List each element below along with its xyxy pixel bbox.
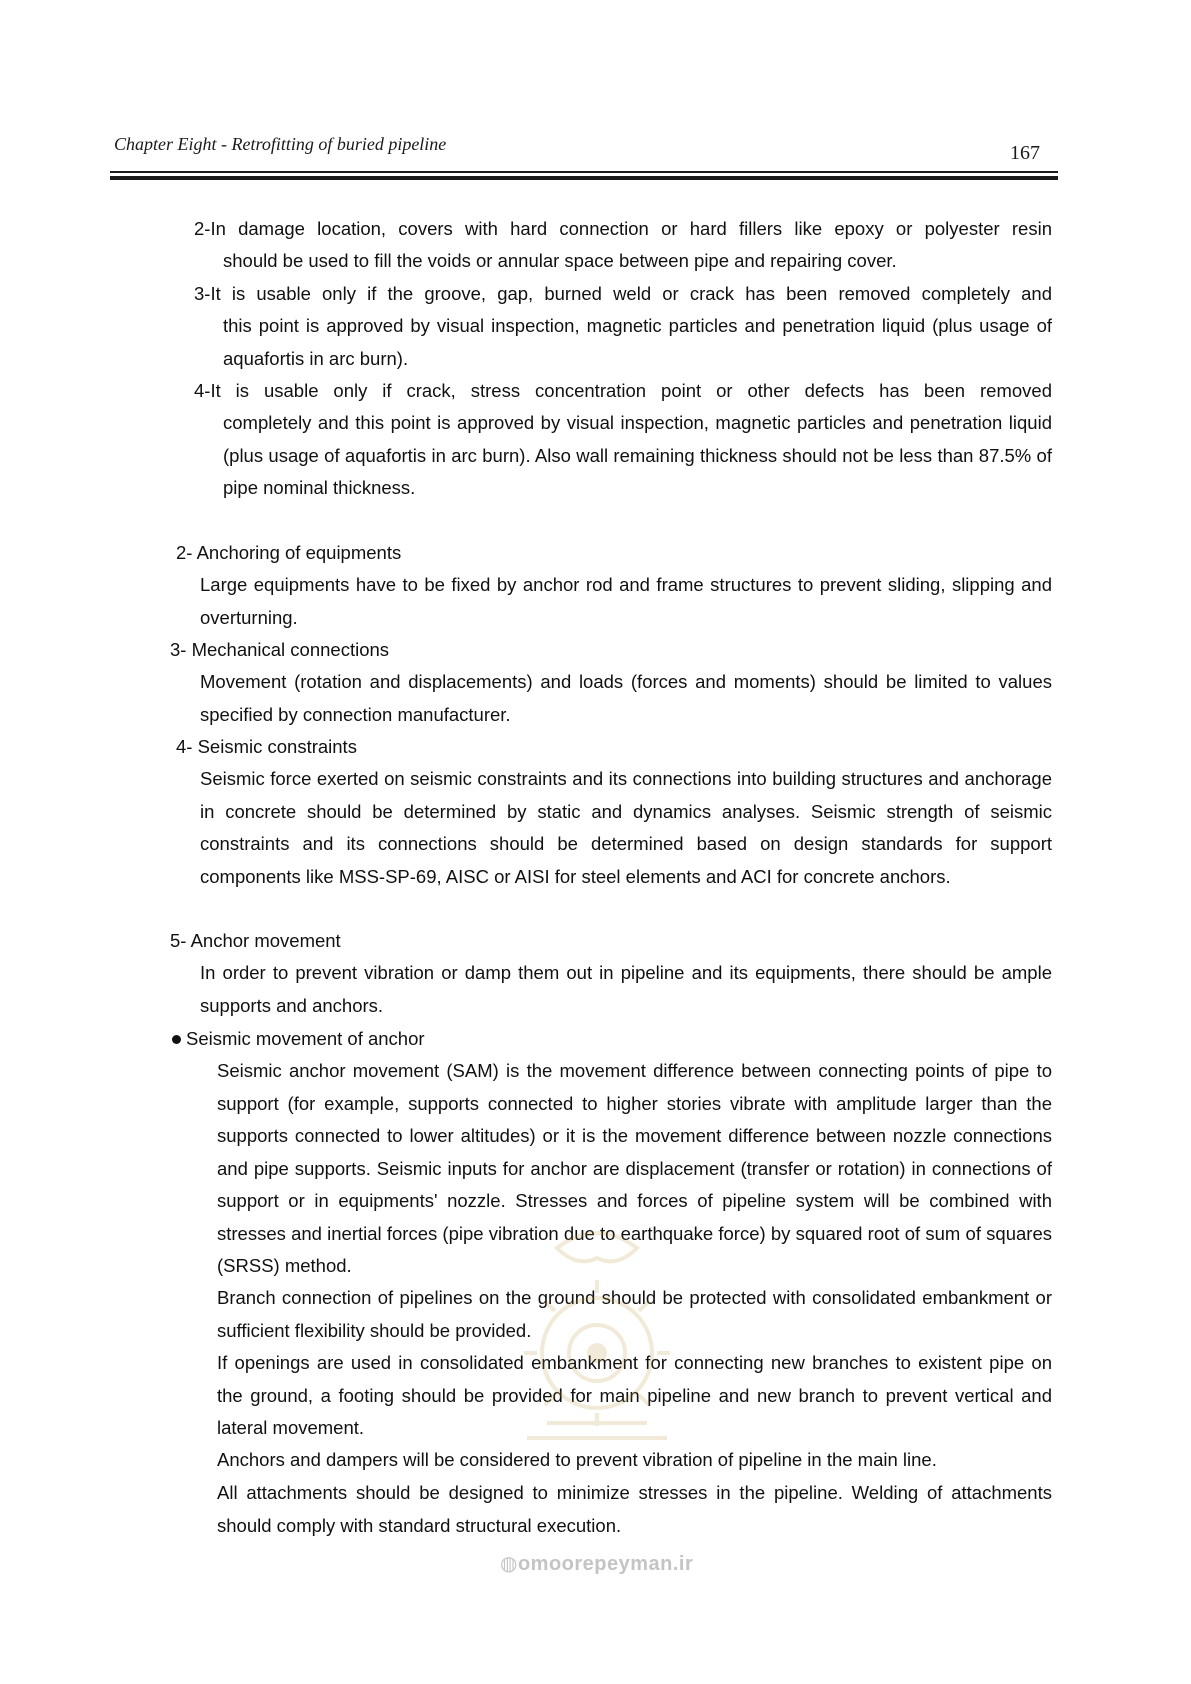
section-mechanical-body: Movement (rotation and displacements) and loads (forces and moments) should be limited to values specified by connection manufacturer. [200,671,1052,725]
bullet-paragraph-3: If openings are used in consolidated embankment for connecting new branches to existent pipe on the ground, a footing should be provided for main pipeline and new branch to prevent vertical and lateral movement. [217,1352,1052,1438]
section-anchor-body: In order to prevent vibration or damp them out in pipeline and its equipments, there should be ample supports and anchors. [200,962,1052,1016]
list-item-2-line1: 2-In damage location, covers with hard connection or hard fillers like epoxy or polyester resin [194,218,1052,239]
bullet-heading: Seismic movement of anchor [186,1028,425,1049]
section-mechanical-heading: 3- Mechanical connections [170,639,390,660]
section-constraints-body: Seismic force exerted on seismic constraints and its connections into building structures and anchorage in concrete should be determined by static and dynamics analyses. Seismic strength of seismic constraints and its connections should be determined based on design standards for support components like MSS-SP-69, AISC or AISI for steel elements and ACI for concrete anchors. [200,768,1052,887]
section-anchoring-body: Large equipments have to be fixed by anchor rod and frame structures to prevent sliding, slipping and overturning. [200,574,1052,628]
running-header-title: Chapter Eight - Retrofitting of buried pipeline [114,134,447,154]
list-item-3-rest: this point is approved by visual inspection, magnetic particles and penetration liquid (plus usage of aquafortis in arc burn). [223,315,1052,369]
list-item-3-line1: 3-It is usable only if the groove, gap, burned weld or crack has been removed completely and [194,283,1052,304]
section-anchor-heading: 5- Anchor movement [170,930,341,951]
list-item-4-rest: completely and this point is approved by visual inspection, magnetic particles and penetration liquid (plus usage of aquafortis in arc burn). Also wall remaining thickness should not be less than 87.5% of pipe nominal thickness. [223,412,1052,498]
bullet-paragraph-5: All attachments should be designed to minimize stresses in the pipeline. Welding of attachments should comply with standard structural execution. [217,1482,1052,1536]
watermark-site-text: ◍omoorepeyman.ir [500,1553,694,1575]
header-rule-thick [110,176,1058,180]
list-item-2-line2: should be used to fill the voids or annular space between pipe and repairing cover. [223,250,897,271]
globe-icon: ◍ [500,1553,518,1575]
section-constraints-heading: 4- Seismic constraints [176,736,357,757]
bullet-dot-icon [172,1035,181,1044]
page-number: 167 [1010,142,1040,164]
bullet-paragraph-2: Branch connection of pipelines on the ground should be protected with consolidated embankment or sufficient flexibility should be provided. [217,1287,1052,1341]
list-item-4-line1: 4-It is usable only if crack, stress concentration point or other defects has been removed [194,380,1052,401]
bullet-paragraph-4: Anchors and dampers will be considered to prevent vibration of pipeline in the main line. [217,1449,937,1470]
bullet-paragraph-1: Seismic anchor movement (SAM) is the movement difference between connecting points of pipe to support (for example, supports connected to higher stories vibrate with amplitude larger than the supports connected to lower altitudes) or it is the movement difference between nozzle connections and pipe supports. Seismic inputs for anchor are displacement (transfer or rotation) in connections of support or in equipments' nozzle. Stresses and forces of pipeline system will be combined with stresses and inertial forces (pipe vibration due to earthquake force) by squared root of sum of squares (SRSS) method. [217,1060,1052,1276]
section-anchoring-heading: 2- Anchoring of equipments [176,542,402,563]
header-rule-thin [110,171,1058,173]
